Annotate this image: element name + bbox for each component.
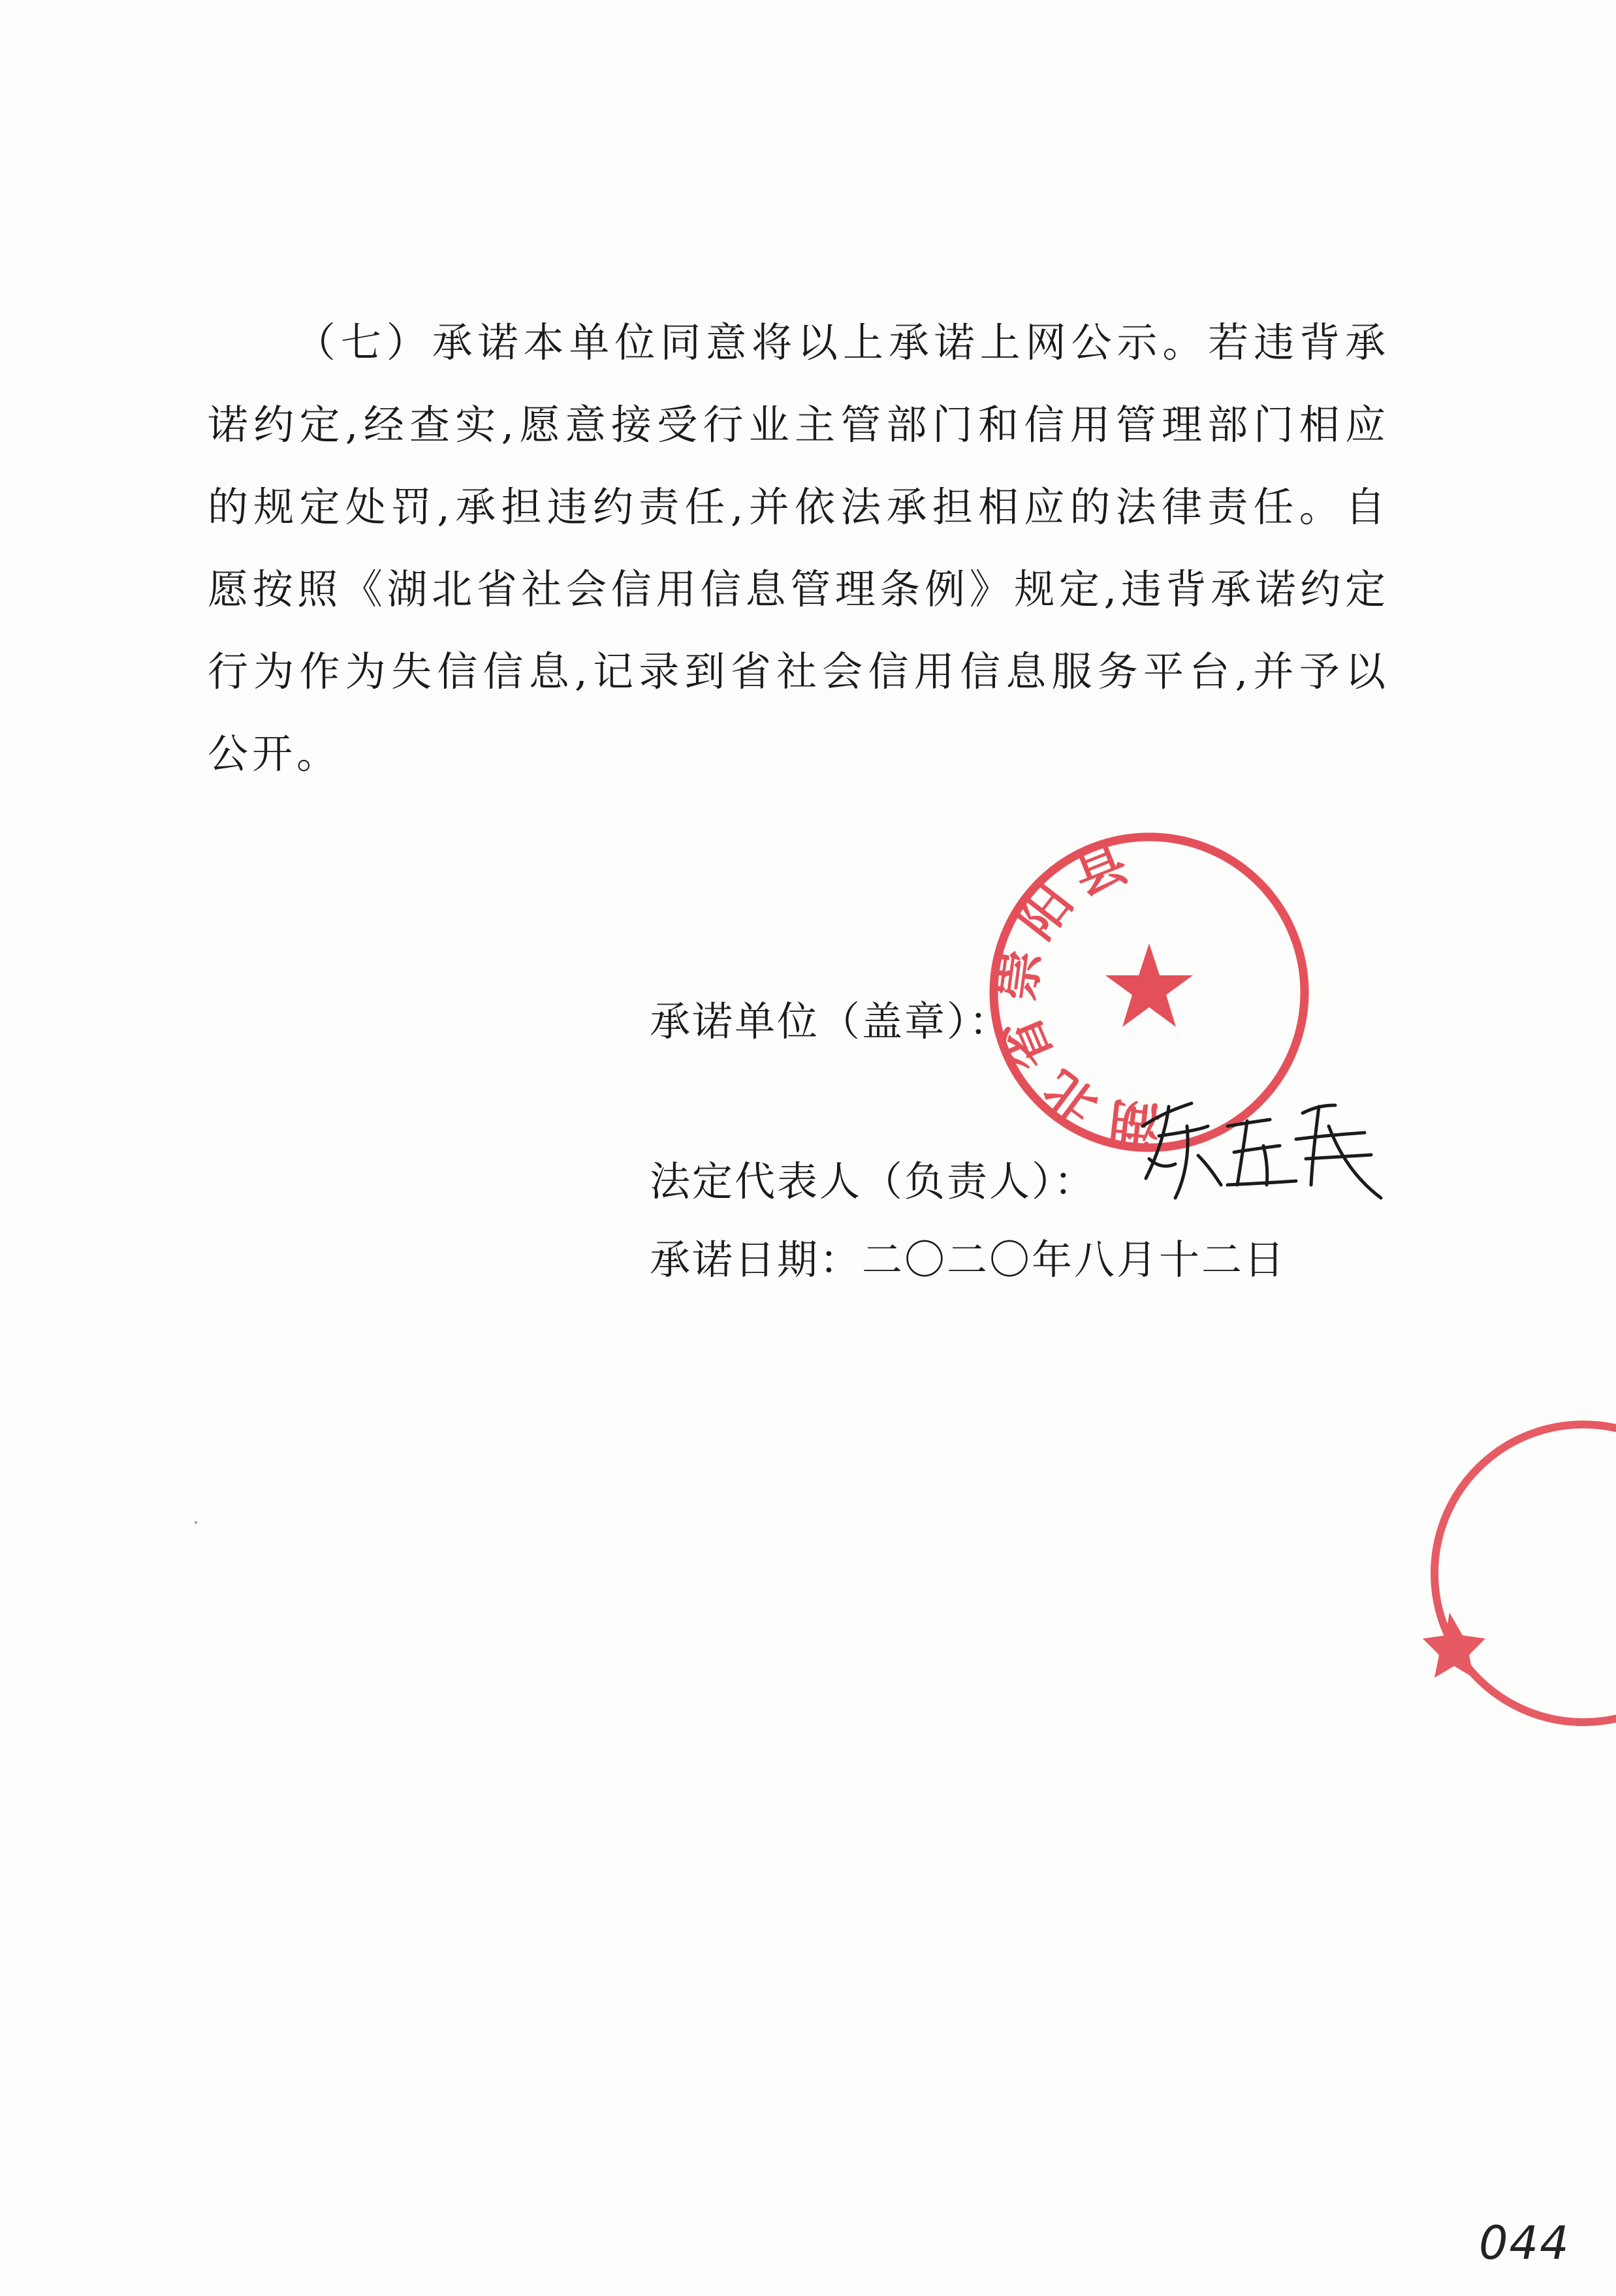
page-number: 044 xyxy=(1479,2216,1570,2270)
unit-seal-label: 承诺单位（盖章）： xyxy=(650,998,1012,1045)
seal-text: 湖北省崇阳县公证处 xyxy=(986,833,1164,1156)
commitment-date-line xyxy=(650,1227,1286,1285)
commitment-paragraph xyxy=(208,302,1389,795)
handwritten-signature xyxy=(1130,1087,1391,1211)
scan-speck xyxy=(195,1521,197,1524)
seal-star-icon xyxy=(1105,943,1193,1027)
commitment-date-value: 二〇二〇年八月十二日 xyxy=(862,1236,1287,1283)
partial-seal-text xyxy=(1585,1412,1616,1680)
commitment-text: （七）承诺本单位同意将以上承诺上网公示。若违背承诺约定,经查实,愿意接受行业主管部门和信用管理部门相应的规定处罚,承担违约责任,并依法承担相应的法律责任。自愿按照《湖北省社会信用信息管理条例》规定,违背承诺约定行为作为失信信息,记录到省社会信用信息服务平台,并予以公开。 xyxy=(208,319,1389,778)
commitment-date-label: 承诺日期： xyxy=(650,1236,863,1283)
partial-seal-star-icon xyxy=(1423,1612,1485,1678)
legal-representative-label: 法定代表人（负责人）： xyxy=(650,1157,1097,1205)
partial-notary-seal xyxy=(1414,1404,1616,1743)
